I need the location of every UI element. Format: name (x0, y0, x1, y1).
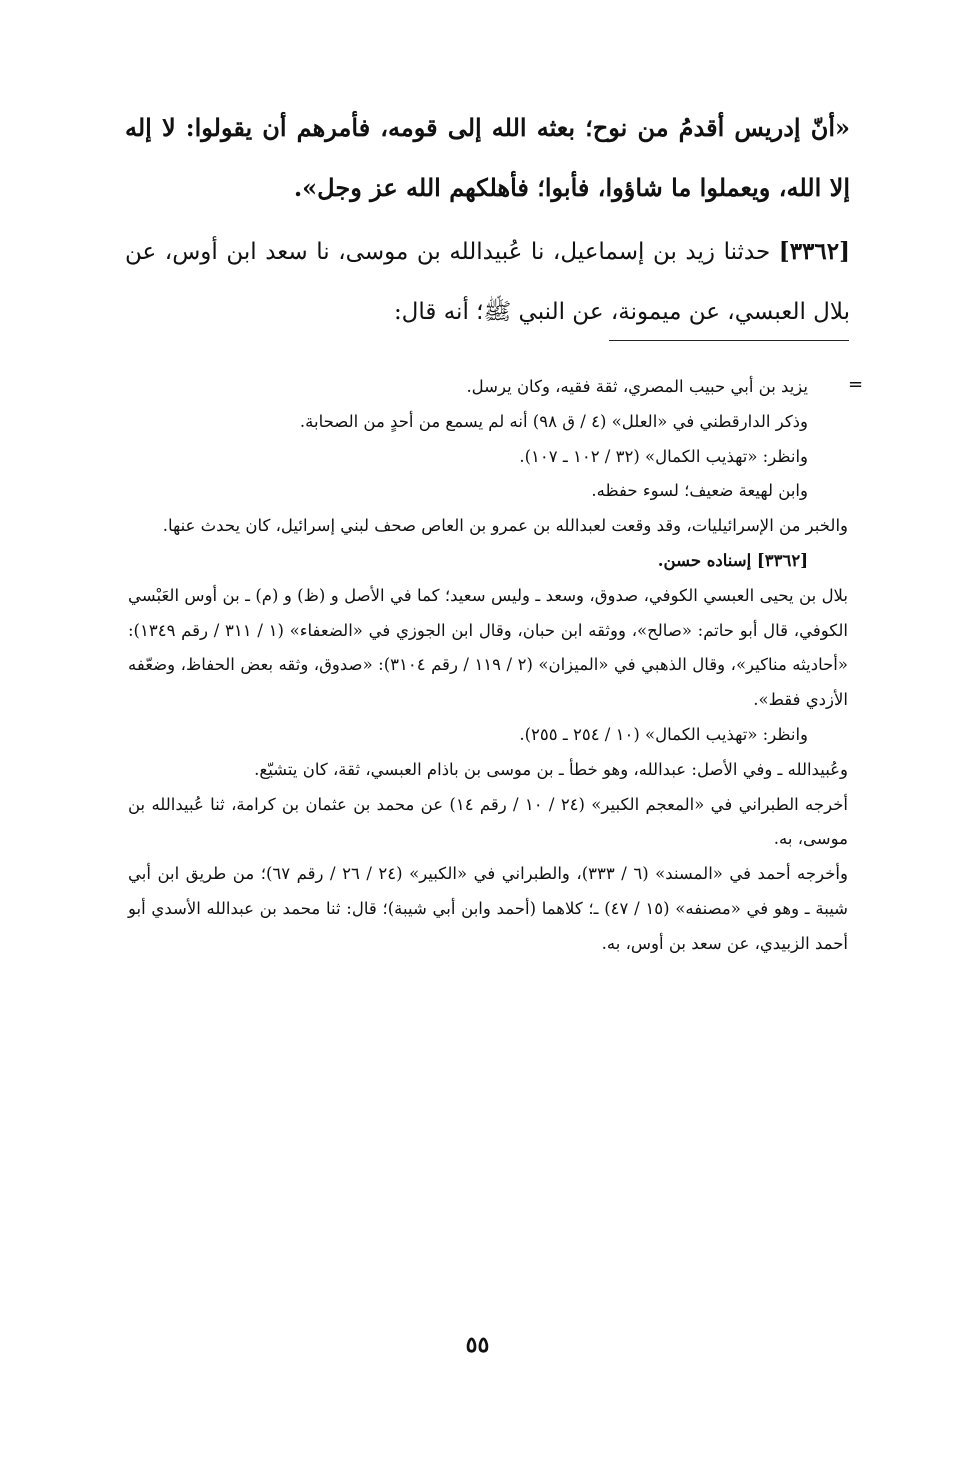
footnote-continuation-mark: = (848, 374, 864, 395)
footnote-paragraph: وذكر الدارقطني في «العلل» (٤ / ق ٩٨) أنه لم يسمع من أحدٍ من الصحابة. (299, 411, 808, 431)
footnote-paragraph: وعُبيدالله ـ وفي الأصل: عبدالله، وهو خطأ ـ بن موسى بن باذام العبسي، ثقة، كان يتشيّع. (254, 759, 848, 779)
footnote-paragraph: وانظر: «تهذيب الكمال» (٣٢ / ١٠٢ ـ ١٠٧). (519, 446, 808, 466)
footnote-paragraph: يزيد بن أبي حبيب المصري، ثقة فقيه، وكان يرسل. (466, 377, 808, 396)
footnote-paragraph: والخبر من الإسرائيليات، وقد وقعت لعبدالله بن عمرو بن العاص صحف لبني إسرائيل، كان يحدث عنها. (162, 516, 848, 536)
footnote-paragraph: وأخرجه أحمد في «المسند» (٦ / ٣٣٣)، والطبراني في «الكبير» (٢٤ / ٢٦ / رقم ٦٧)؛ من طريق ابن أبي شيبة ـ وهو في «مصنفه» (١٥ / ٤٧) ـ؛ كلاهما (أحمد وابن أبي شيبة)؛ قال: ثنا محمد بن عبدالله الأسدي أبو أحمد الزبيدي، عن سعد بن أوس، به. (128, 864, 848, 953)
footnote-paragraph: أخرجه الطبراني في «المعجم الكبير» (٢٤ / ١٠ / رقم ١٤) عن محمد بن عثمان بن كرامة، ثنا عُبيدالله بن موسى، به. (128, 794, 848, 849)
hadith-paragraph (125, 222, 850, 342)
quoted-hadith-text: «أنّ إدريس أقدمُ من نوح؛ بعثه الله إلى قومه، فأمرهم أن يقولوا: لا إله إلا الله، ويعملوا ما شاؤوا، فأبوا؛ فأهلكهم الله عز وجل». (125, 113, 850, 202)
footnote-paragraph: وانظر: «تهذيب الكمال» (١٠ / ٢٥٤ ـ ٢٥٥). (519, 724, 808, 744)
page-number: ٥٥ (465, 1332, 490, 1358)
footnotes-section (128, 370, 848, 962)
footnote-paragraph: بلال بن يحيى العبسي الكوفي، صدوق، وسعد ـ وليس سعيد؛ كما في الأصل و (ظ) و (م) ـ بن أوس العَبْسي الكوفي، قال أبو حاتم: «صالح»، ووثقه ابن حبان، وقال ابن الجوزي في «الضعفاء» (١ / ٣١١ / رقم ١٣٤٩): «أحاديثه مناكير»، وقال الذهبي في «الميزان» (٢ / ١١٩ / رقم ٣١٠٤): «صدوق، وثقه بعض الحفاظ، وضعّفه الأزدي فقط». (128, 585, 848, 710)
hadith-chain-text: حدثنا زيد بن إسماعيل، نا عُبيدالله بن موسى، نا سعد ابن أوس، عن بلال العبسي، عن ميمونة، عن النبي ﷺ؛ أنه قال: (125, 239, 850, 325)
footnote-paragraph: وابن لهيعة ضعيف؛ لسوء حفظه. (591, 481, 808, 501)
footnote-heading: [٣٣٦٢] إسناده حسن. (657, 550, 808, 570)
hadith-number: [٣٣٦٢] (778, 238, 850, 265)
footnote-divider (609, 340, 849, 341)
